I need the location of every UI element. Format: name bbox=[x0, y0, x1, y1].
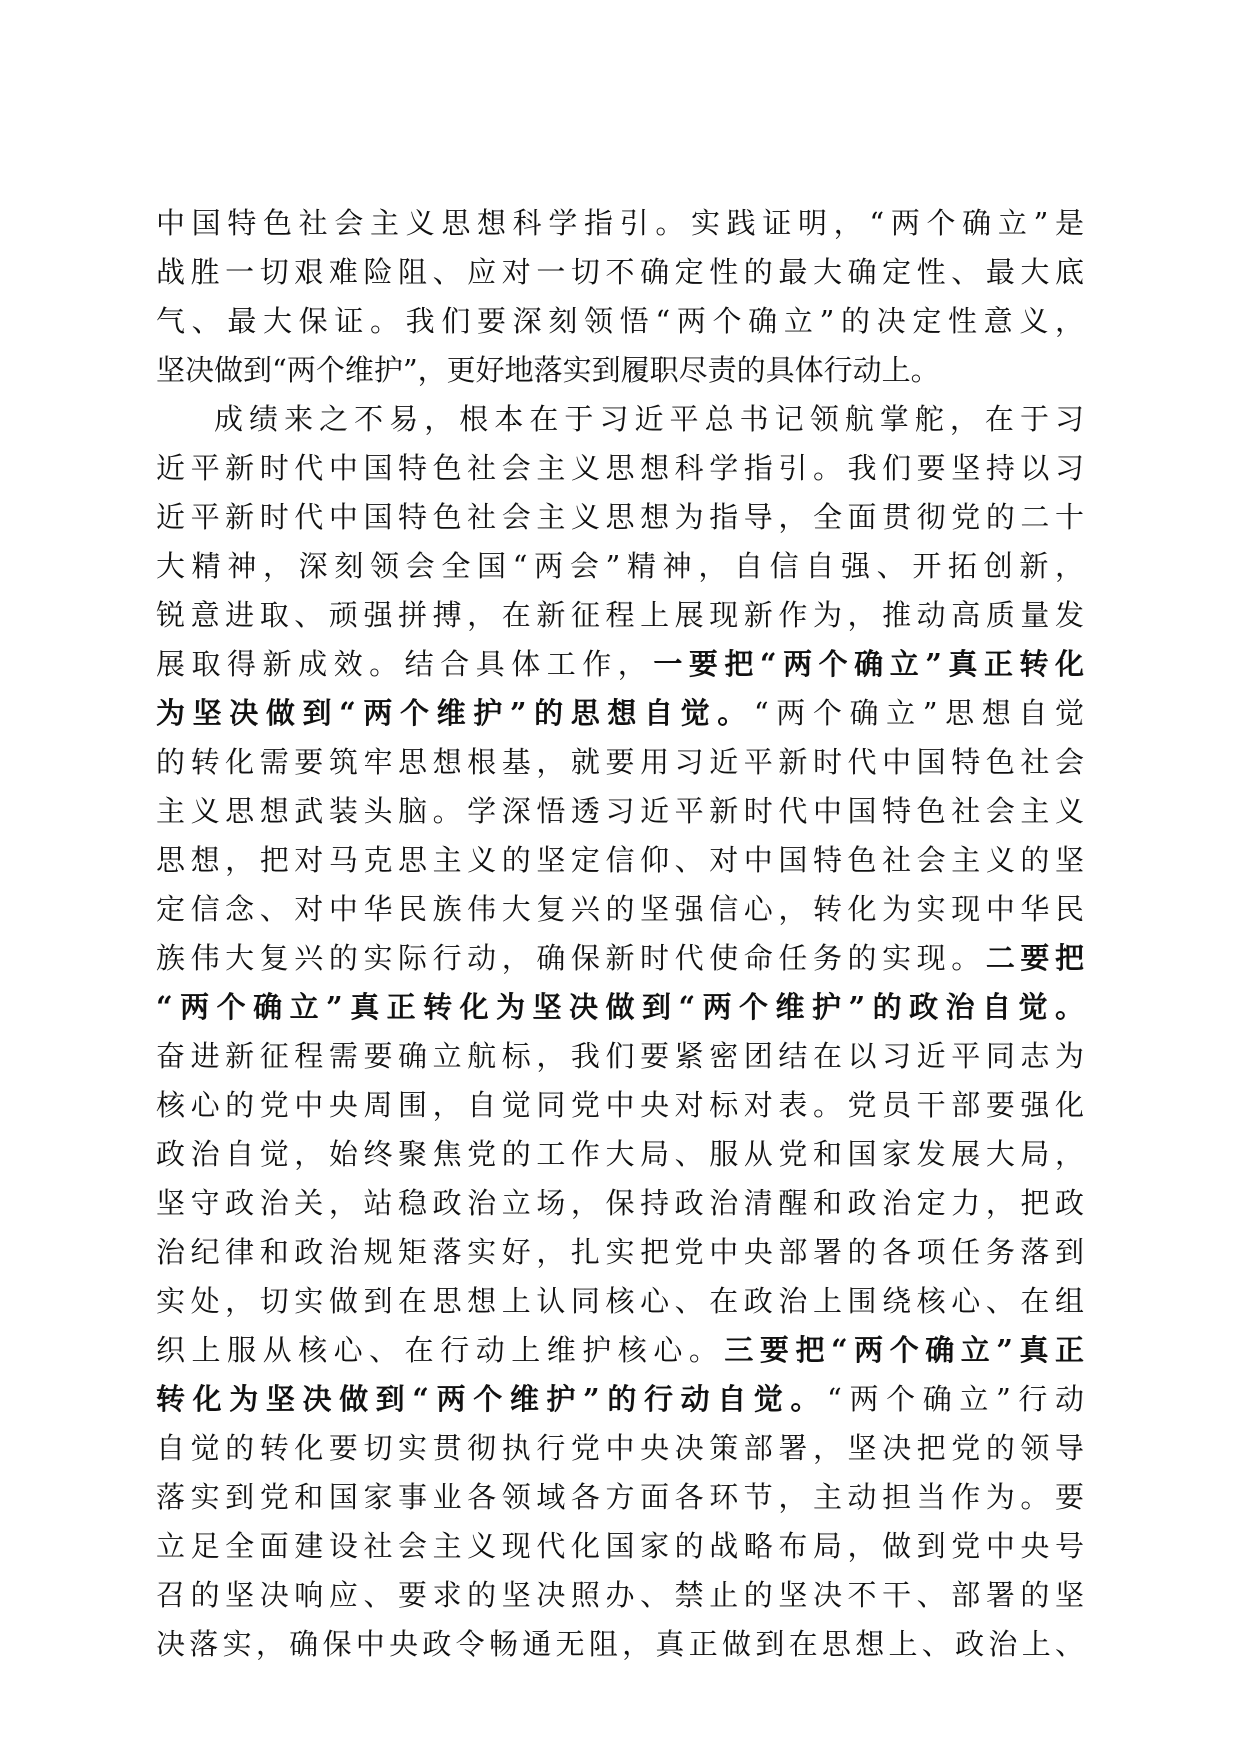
text-line bbox=[156, 1375, 1084, 1424]
text-line bbox=[156, 493, 1084, 542]
bold-text-segment: 一要把“两个确立”真正转化 bbox=[653, 647, 1084, 681]
bold-text-segment: 二要把 bbox=[985, 941, 1084, 975]
text-segment: 的转化需要筑牢思想根基，就要用习近平新时代中国特色社会 bbox=[156, 745, 1084, 779]
text-line bbox=[156, 934, 1084, 983]
text-segment: 气、最大保证。我们要深刻领悟“两个确立”的决定性意义， bbox=[156, 304, 1084, 338]
text-segment: 战胜一切艰难险阻、应对一切不确定性的最大确定性、最大底 bbox=[156, 255, 1084, 289]
text-segment: 政治自觉，始终聚焦党的工作大局、服从党和国家发展大局， bbox=[156, 1137, 1084, 1171]
text-line bbox=[156, 444, 1084, 493]
text-line bbox=[156, 395, 1084, 444]
text-line bbox=[156, 1179, 1084, 1228]
text-segment: 近平新时代中国特色社会主义思想科学指引。我们要坚持以习 bbox=[156, 451, 1084, 485]
text-line bbox=[156, 640, 1084, 689]
text-line bbox=[156, 836, 1084, 885]
text-line bbox=[156, 1620, 1084, 1669]
text-line bbox=[156, 1424, 1084, 1473]
text-line bbox=[156, 1522, 1084, 1571]
text-line bbox=[156, 787, 1084, 836]
bold-text-segment: “两个确立”真正转化为坚决做到“两个维护”的政治自觉。 bbox=[156, 990, 1084, 1024]
text-line bbox=[156, 1081, 1084, 1130]
bold-text-segment: 为坚决做到“两个维护”的思想自觉。 bbox=[156, 696, 754, 730]
text-segment: 主义思想武装头脑。学深悟透习近平新时代中国特色社会主义 bbox=[156, 794, 1084, 828]
text-line bbox=[156, 738, 1084, 787]
text-segment: “两个确立”思想自觉 bbox=[753, 696, 1084, 730]
text-segment: 坚守政治关，站稳政治立场，保持政治清醒和政治定力，把政 bbox=[156, 1186, 1084, 1220]
document-body bbox=[156, 199, 1084, 1669]
text-line bbox=[156, 199, 1084, 248]
text-line bbox=[156, 1032, 1084, 1081]
text-line bbox=[156, 689, 1084, 738]
text-line bbox=[156, 885, 1084, 934]
text-segment: 治纪律和政治规矩落实好，扎实把党中央部署的各项任务落到 bbox=[156, 1235, 1084, 1269]
text-segment: 自觉的转化要切实贯彻执行党中央决策部署，坚决把党的领导 bbox=[156, 1431, 1084, 1465]
text-segment: 展取得新成效。结合具体工作， bbox=[156, 647, 654, 681]
text-line bbox=[156, 542, 1084, 591]
text-line bbox=[156, 248, 1084, 297]
text-segment: 织上服从核心、在行动上维护核心。 bbox=[156, 1333, 725, 1367]
text-segment: 中国特色社会主义思想科学指引。实践证明，“两个确立”是 bbox=[156, 206, 1084, 240]
text-line bbox=[156, 1228, 1084, 1277]
text-segment: 定信念、对中华民族伟大复兴的坚强信心，转化为实现中华民 bbox=[156, 892, 1084, 926]
bold-text-segment: 三要把“两个确立”真正 bbox=[724, 1333, 1084, 1367]
text-segment: 奋进新征程需要确立航标，我们要紧密团结在以习近平同志为 bbox=[156, 1039, 1084, 1073]
text-line bbox=[156, 1277, 1084, 1326]
text-segment: 立足全面建设社会主义现代化国家的战略布局，做到党中央号 bbox=[156, 1529, 1084, 1563]
text-segment: 族伟大复兴的实际行动，确保新时代使命任务的实现。 bbox=[156, 941, 986, 975]
text-segment: 实处，切实做到在思想上认同核心、在政治上围绕核心、在组 bbox=[156, 1284, 1084, 1318]
text-segment: 近平新时代中国特色社会主义思想为指导，全面贯彻党的二十 bbox=[156, 500, 1084, 534]
text-segment: “两个确立”行动 bbox=[827, 1382, 1084, 1416]
text-segment: 大精神，深刻领会全国“两会”精神，自信自强、开拓创新， bbox=[156, 549, 1084, 583]
bold-text-segment: 转化为坚决做到“两个维护”的行动自觉。 bbox=[156, 1382, 828, 1416]
text-segment: 锐意进取、顽强拼搏，在新征程上展现新作为，推动高质量发 bbox=[156, 598, 1084, 632]
text-segment: 召的坚决响应、要求的坚决照办、禁止的坚决不干、部署的坚 bbox=[156, 1578, 1084, 1612]
text-line bbox=[156, 1326, 1084, 1375]
text-line bbox=[156, 591, 1084, 640]
text-segment: 落实到党和国家事业各领域各方面各环节，主动担当作为。要 bbox=[156, 1480, 1084, 1514]
text-segment: 坚决做到“两个维护”，更好地落实到履职尽责的具体行动上。 bbox=[156, 353, 940, 387]
text-segment: 成绩来之不易，根本在于习近平总书记领航掌舵，在于习 bbox=[214, 402, 1084, 436]
text-line bbox=[156, 1130, 1084, 1179]
text-segment: 核心的党中央周围，自觉同党中央对标对表。党员干部要强化 bbox=[156, 1088, 1084, 1122]
text-line bbox=[156, 1571, 1084, 1620]
text-line bbox=[156, 983, 1084, 1032]
text-line bbox=[156, 1473, 1084, 1522]
text-line bbox=[156, 346, 1084, 395]
text-segment: 决落实，确保中央政令畅通无阻，真正做到在思想上、政治上、 bbox=[156, 1627, 1084, 1661]
text-segment: 思想，把对马克思主义的坚定信仰、对中国特色社会主义的坚 bbox=[156, 843, 1084, 877]
text-line bbox=[156, 297, 1084, 346]
